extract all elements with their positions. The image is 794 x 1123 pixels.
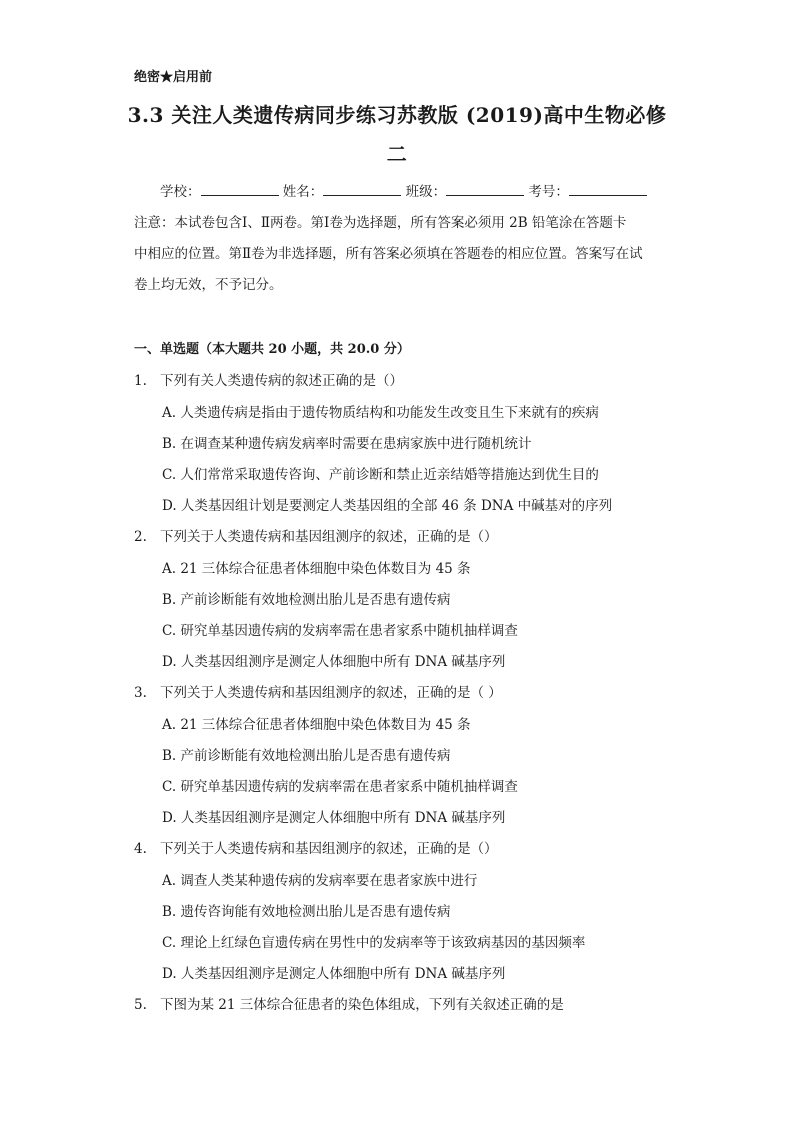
option-d: D. 人类基因组测序是测定人体细胞中所有 DNA 碱基序列 [162, 810, 506, 826]
question-3 [134, 681, 502, 701]
question-4 [134, 837, 498, 857]
question-stem: 下图为某 21 三体综合征患者的染色体组成，下列有关叙述正确的是 [160, 997, 564, 1013]
student-info-row [160, 180, 647, 200]
confidential-label: 绝密★启用前 [134, 70, 213, 85]
question-1 [134, 369, 403, 389]
option-b: B. 在调查某种遗传病发病率时需要在患病家族中进行随机统计 [162, 436, 532, 452]
option-d: D. 人类基因组测序是测定人体细胞中所有 DNA 碱基序列 [162, 966, 506, 982]
question-2 [134, 525, 498, 545]
question-number: 4. [134, 841, 147, 857]
option-b: B. 产前诊断能有效地检测出胎儿是否患有遗传病 [162, 592, 451, 608]
question-5 [134, 993, 564, 1013]
option-a: A. 21 三体综合征患者体细胞中染色体数目为 45 条 [162, 717, 471, 733]
exam-notice [134, 208, 664, 301]
question-stem: 下列有关人类遗传病的叙述正确的是（） [160, 373, 403, 389]
option-a: A. 调查人类某种遗传病的发病率要在患者家族中进行 [162, 873, 478, 889]
exam-number-label: 考号： [528, 184, 569, 200]
option-a: A. 人类遗传病是指由于遗传物质结构和功能发生改变且生下来就有的疾病 [162, 405, 599, 421]
question-number: 5. [134, 997, 147, 1013]
section-heading: 一、单选题（本大题共 20 小题，共 20.0 分） [134, 342, 410, 357]
option-c: C. 理论上红绿色盲遗传病在男性中的发病率等于该致病基因的基因频率 [162, 935, 586, 951]
option-d: D. 人类基因组测序是测定人体细胞中所有 DNA 碱基序列 [162, 654, 506, 670]
option-c: C. 人们常常采取遗传咨询、产前诊断和禁止近亲结婚等措施达到优生目的 [162, 467, 599, 483]
question-stem: 下列关于人类遗传病和基因组测序的叙述，正确的是（ ） [160, 685, 502, 701]
option-d: D. 人类基因组计划是要测定人类基因组的全部 46 条 DNA 中碱基对的序列 [162, 498, 613, 514]
class-blank [446, 183, 524, 196]
question-stem: 下列关于人类遗传病和基因组测序的叙述，正确的是（） [160, 841, 498, 857]
name-blank [323, 183, 401, 196]
question-stem: 下列关于人类遗传病和基因组测序的叙述，正确的是（） [160, 529, 498, 545]
school-blank [201, 183, 279, 196]
notice-line: 卷上均无效，不予记分。 [134, 277, 283, 293]
school-label: 学校： [160, 184, 201, 200]
exam-number-blank [569, 183, 647, 196]
question-number: 3. [134, 685, 147, 701]
question-number: 2. [134, 529, 147, 545]
option-b: B. 产前诊断能有效地检测出胎儿是否患有遗传病 [162, 748, 451, 764]
option-b: B. 遗传咨询能有效地检测出胎儿是否患有遗传病 [162, 904, 451, 920]
name-label: 姓名： [282, 184, 324, 200]
document-title-continued: 二 [386, 142, 408, 166]
option-a: A. 21 三体综合征患者体细胞中染色体数目为 45 条 [162, 561, 471, 577]
document-title: 3.3 关注人类遗传病同步练习苏教版 (2019)高中生物必修 [127, 103, 667, 127]
question-number: 1. [134, 373, 147, 389]
notice-line: 注意：本试卷包含Ⅰ、Ⅱ两卷。第Ⅰ卷为选择题，所有答案必须用 2B 铅笔涂在答题卡 [134, 215, 627, 231]
notice-line: 中相应的位置。第Ⅱ卷为非选择题，所有答案必须填在答题卷的相应位置。答案写在试 [134, 246, 643, 262]
option-c: C. 研究单基因遗传病的发病率需在患者家系中随机抽样调查 [162, 779, 518, 795]
option-c: C. 研究单基因遗传病的发病率需在患者家系中随机抽样调查 [162, 623, 518, 639]
class-label: 班级： [405, 184, 447, 200]
